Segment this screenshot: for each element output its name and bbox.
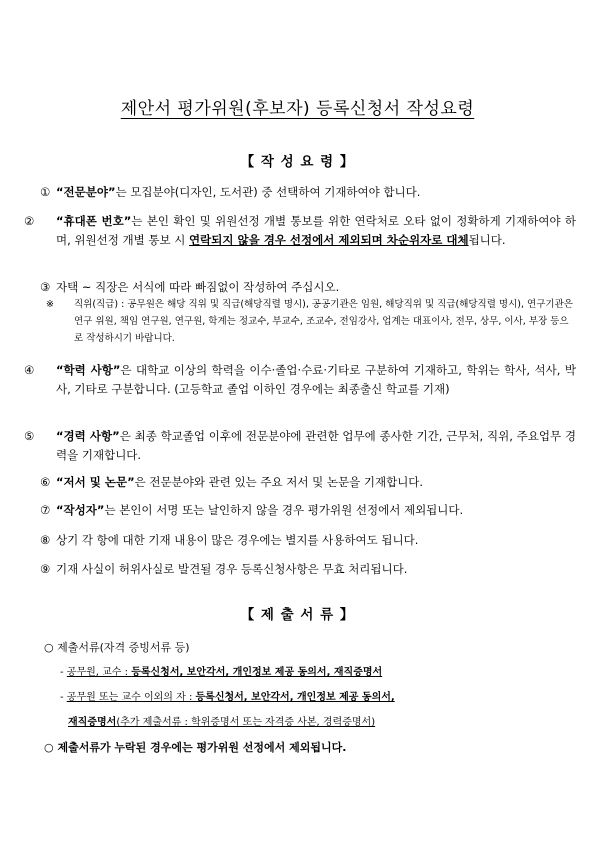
item-text: 상기 각 항에 대한 기재 내용이 많은 경우에는 별지를 사용하여도 됩니다. <box>56 533 419 547</box>
item-keyword: “저서 및 논문” <box>56 475 135 489</box>
item-text: 는 본인 확인 및 위원선정 개별 통보를 위한 연락처로 오타 없이 정확하게 기재하여야 하며, 위원선정 개별 통보 시 <box>56 214 576 247</box>
item-text: 은 전문분야와 관련 있는 주요 저서 및 논문을 기재합니다. <box>134 475 424 489</box>
item-text: 은 대학교 이상의 학력을 이수·졸업·수료·기타로 구분하여 기재하고, 학위는 학사, 석사, 박사, 기타로 구분합니다. (고등학교 졸업 이하인 경우에는 최종출신 학교를 기재) <box>56 363 576 396</box>
documents-list: 등록신청서, 보안각서, 개인정보 제공 동의서, 재직증명서 <box>131 667 383 678</box>
note-mark: ※ <box>46 299 54 310</box>
item-number: ⑧ <box>40 533 51 547</box>
page-title: 제안서 평가위원(후보자) 등록신청서 작성요령 <box>120 99 475 119</box>
documents-extra: (추가 제출서류 : 학위증명서 또는 자격증 사본, 경력증명서) <box>116 717 376 728</box>
guideline-note <box>46 296 574 347</box>
guideline-item-6 <box>40 473 560 492</box>
documents-target: 공무원 또는 교수 이외의 자 : <box>66 692 196 703</box>
dash-bullet: - <box>60 667 64 678</box>
item-number: ③ <box>40 280 51 294</box>
documents-list: 등록신청서, 보안각서, 개인정보 제공 동의서, <box>195 692 395 703</box>
guideline-item-5 <box>24 427 576 465</box>
documents-heading <box>44 639 190 656</box>
item-number: ① <box>40 185 51 199</box>
item-emphasis: 연락되지 않을 경우 선정에서 제외되며 차순위자로 대체 <box>189 233 469 247</box>
item-text-tail: 됩니다. <box>468 233 506 247</box>
item-text: 는 본인이 서명 또는 날인하지 않을 경우 평가위원 선정에서 제외됩니다. <box>104 503 464 517</box>
item-keyword: “경력 사항” <box>56 429 120 443</box>
documents-target: 공무원, 교수 : <box>66 667 132 678</box>
guideline-item-3 <box>40 278 560 297</box>
item-keyword: “작성자” <box>56 503 105 517</box>
item-number: ⑥ <box>40 475 51 489</box>
documents-line-2 <box>60 689 395 706</box>
guideline-item-2 <box>24 212 576 250</box>
guideline-item-9 <box>40 560 560 579</box>
section-heading-guidelines: 【 작 성 요 령 】 <box>240 154 355 170</box>
item-number: ⑦ <box>40 503 51 517</box>
item-number: ④ <box>24 363 35 377</box>
item-text: 은 최종 학교졸업 이후에 전문분야에 관련한 업무에 종사한 기간, 근무처, 직위, 주요업무 경력을 기재합니다. <box>56 429 576 462</box>
item-text: 기재 사실이 허위사실로 발견될 경우 등록신청사항은 무효 처리됩니다. <box>56 562 408 576</box>
item-keyword: “학력 사항” <box>56 363 121 377</box>
documents-footer <box>44 739 346 756</box>
item-text: 자택 ~ 직장은 서식에 따라 빠짐없이 작성하여 주십시오. <box>56 280 340 294</box>
documents-line-3 <box>68 714 375 731</box>
guideline-item-4 <box>24 361 576 399</box>
guideline-item-1 <box>40 183 560 202</box>
documents-heading-text: 제출서류(자격 증빙서류 등) <box>57 641 190 654</box>
documents-line-1 <box>60 664 382 681</box>
item-text: 는 모집분야(디자인, 도서관) 중 선택하여 기재하여야 합니다. <box>115 185 421 199</box>
guideline-item-8 <box>40 531 560 550</box>
circle-bullet-icon: ○ <box>44 641 54 654</box>
documents-list-cont: 재직증명서 <box>68 717 117 728</box>
circle-bullet-icon: ○ <box>44 741 54 754</box>
item-number: ② <box>24 214 35 228</box>
item-keyword: “전문분야” <box>56 185 116 199</box>
item-keyword: “휴대폰 번호” <box>56 214 132 228</box>
documents-footer-text: 제출서류가 누락된 경우에는 평가위원 선정에서 제외됩니다. <box>57 741 347 754</box>
item-number: ⑨ <box>40 562 51 576</box>
section-heading-documents: 【 제 출 서 류 】 <box>240 607 355 623</box>
guideline-item-7 <box>40 501 560 520</box>
note-text: 직위(직급) : 공무원은 해당 직위 및 직급(해당직렬 명시), 공공기관은 임원, 해당직위 및 직급(해당직렬 명시), 연구기관은 연구 위원, 책임 연구원, 연구원, 학계는 정교수, 부교수, 조교수, 전임강사, 업계는 대표이사, 전무, 상무, 이사, 부장 등으로 작성하시기 바랍니다. <box>74 299 573 344</box>
item-number: ⑤ <box>24 429 35 443</box>
dash-bullet: - <box>60 692 64 703</box>
